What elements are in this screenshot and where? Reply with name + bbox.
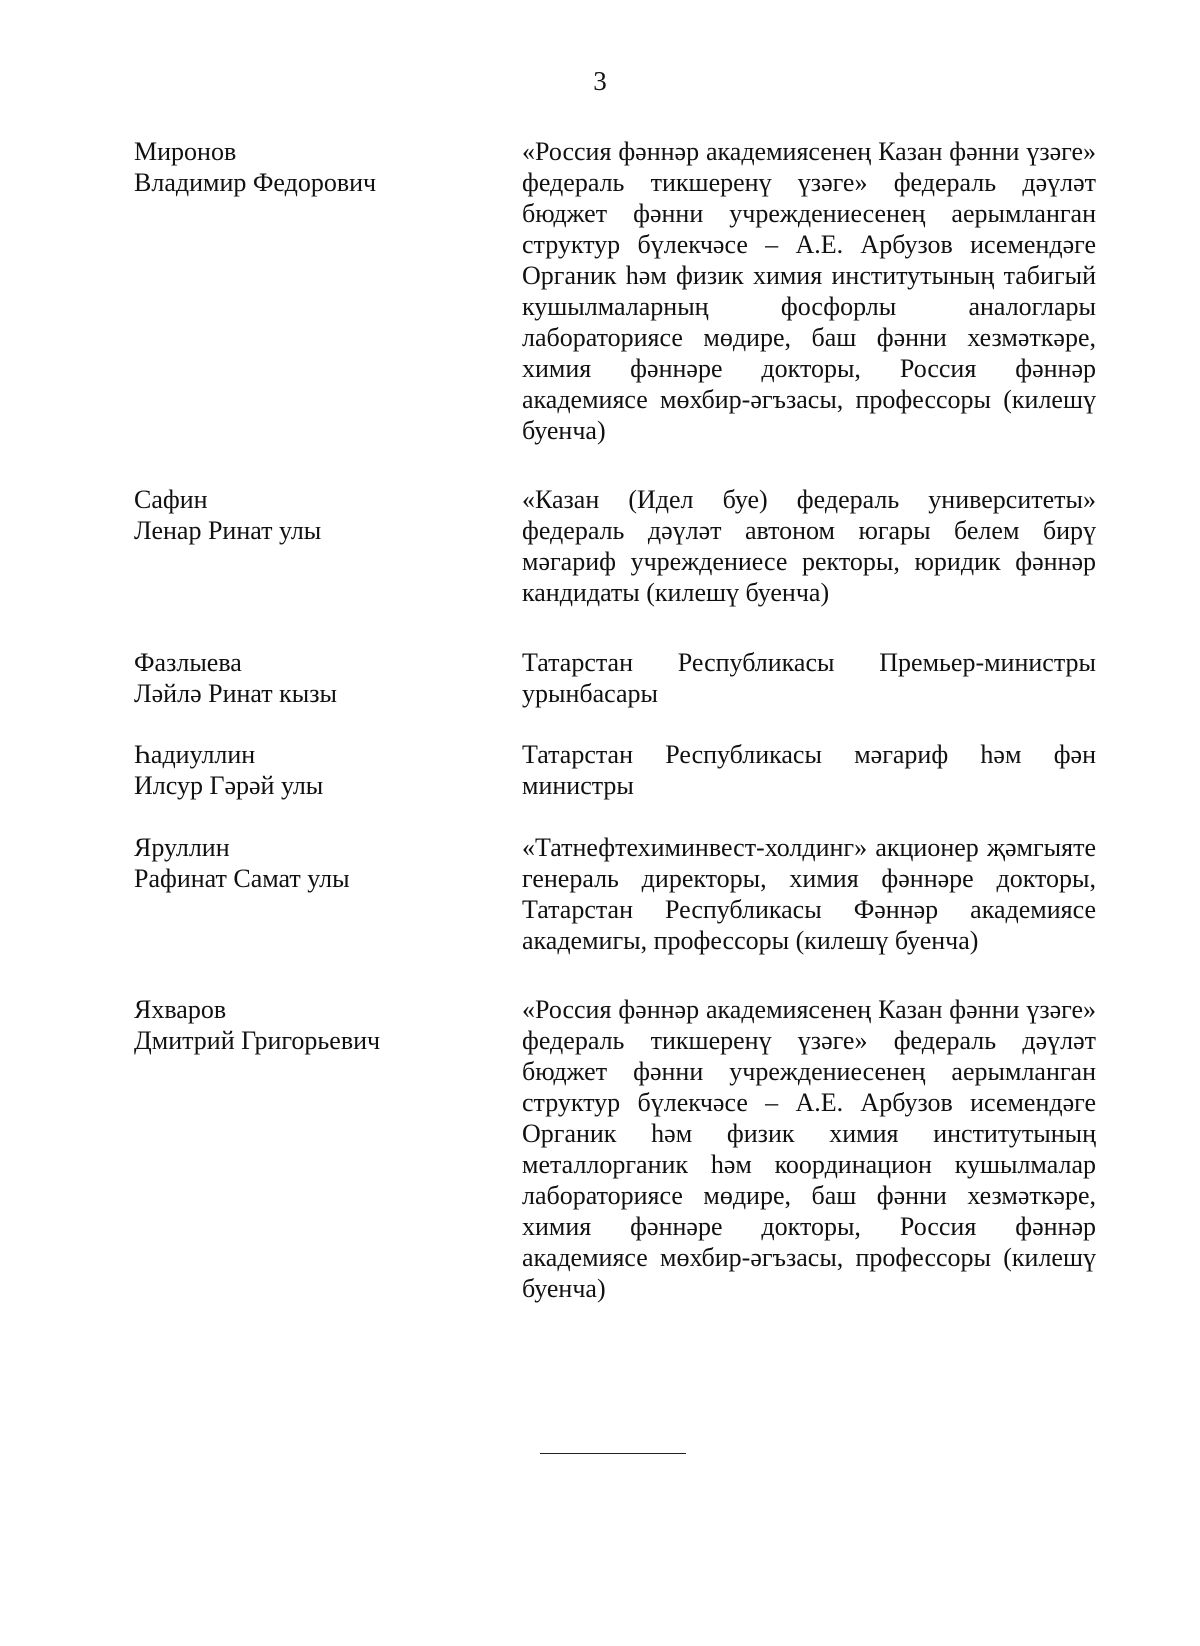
page-number: 3 [593, 66, 607, 96]
member-position: «Россия фәннәр академиясенең Казан фәнни үзәге» федераль тикшеренү үзәге» федераль дәүләт бюджет фәнни учреждениесенең аерымланган структур бүлекчәсе – А.Е. Арбузов исемендәге Органик һәм физик химия институтының металлорганик һәм координацион кушылмалар лабораториясе мөдире, баш фәнни хезмәткәре, химия фәннәре докторы, Россия фәннәр академиясе мөхбир-әгъзасы, профессоры (килешү буенча) [522, 995, 1096, 1303]
member-given-names: Дмитрий Григорьевич [134, 1026, 381, 1055]
member-surname: Яхваров [134, 995, 227, 1024]
member-position: «Татнефтехиминвест-холдинг» акционер җәмгыяте генераль директоры, химия фәннәре докторы, Татарстан Республикасы Фәннәр академиясе академигы, профессоры (килешү буенча) [522, 833, 1096, 955]
member-position: «Казан (Идел буе) федераль университеты» федераль дәүләт автоном югары белем бирү мәгариф учреждениесе ректоры, юридик фәннәр кандидаты (килешү буенча) [522, 485, 1096, 607]
member-position: «Россия фәннәр академиясенең Казан фәнни үзәге» федераль тикшеренү үзәге» федераль дәүләт бюджет фәнни учреждениесенең аерымланган структур бүлекчәсе – А.Е. Арбузов исемендәге Органик һәм физик химия институтының табигый кушылмаларның фосфорлы аналоглары лабораториясе мөдире, баш фәнни хезмәткәре, химия фәннәре докторы, Россия фәннәр академиясе мөхбир-әгъзасы, профессоры (килешү буенча) [522, 137, 1096, 445]
member-name [134, 739, 522, 801]
member-surname: Һадиуллин [134, 740, 256, 769]
member-entry [134, 739, 1096, 801]
member-name [134, 647, 522, 709]
member-given-names: Владимир Федорович [134, 168, 377, 197]
member-given-names: Рафинат Самат улы [134, 864, 350, 893]
member-position: Татарстан Республикасы мәгариф һәм фән министры [522, 740, 1096, 800]
member-surname: Сафин [134, 485, 208, 514]
closing-divider [540, 1453, 686, 1454]
member-surname: Яруллин [134, 833, 230, 862]
member-given-names: Ленар Ринат улы [134, 516, 322, 545]
member-entry [134, 484, 1096, 608]
member-given-names: Ләйлә Ринат кызы [134, 679, 337, 708]
member-name [134, 994, 522, 1056]
member-list [134, 136, 1096, 1304]
member-position: Татарстан Республикасы Премьер-министры урынбасары [522, 648, 1096, 708]
member-entry [134, 832, 1096, 956]
member-name [134, 484, 522, 546]
member-name [134, 136, 522, 198]
member-entry [134, 647, 1096, 709]
member-surname: Миронов [134, 137, 237, 166]
member-entry [134, 994, 1096, 1304]
member-entry [134, 136, 1096, 446]
member-name [134, 832, 522, 894]
member-surname: Фазлыева [134, 648, 242, 677]
member-given-names: Илсур Гәрәй улы [134, 771, 324, 800]
